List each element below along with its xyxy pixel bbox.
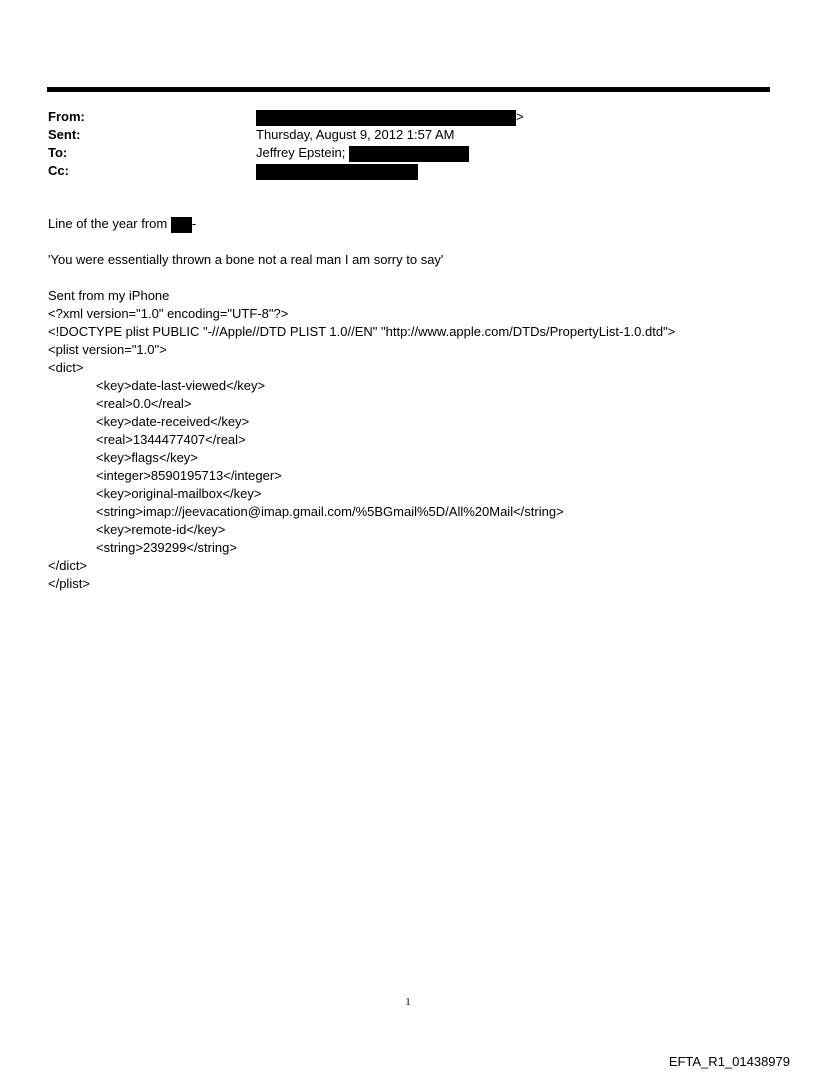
cc-value [256, 162, 418, 180]
to-value [256, 144, 469, 162]
doctype-line: <!DOCTYPE plist PUBLIC "-//Apple//DTD PLIST 1.0//EN" "http://www.apple.com/DTDs/PropertyList-1.0.dtd"> [48, 324, 676, 339]
from-label: From: [48, 109, 85, 124]
dict-line: <string>239299</string> [96, 540, 237, 555]
spacer [48, 269, 788, 287]
dict-line: <key>original-mailbox</key> [96, 486, 262, 501]
dict-open: <dict> [48, 360, 84, 375]
intro-suffix: - [191, 216, 197, 231]
xml-declaration: <?xml version="1.0" encoding="UTF-8"?> [48, 306, 289, 321]
plist-open: <plist version="1.0"> [48, 342, 167, 357]
sent-row [48, 126, 748, 144]
spacer [48, 233, 788, 251]
cc-row [48, 162, 748, 180]
signature-line: Sent from my iPhone [48, 288, 170, 303]
dict-line: <string>imap://jeevacation@imap.gmail.com/%5BGmail%5D/All%20Mail</string> [96, 504, 564, 519]
dict-line: <integer>8590195713</integer> [96, 468, 282, 483]
page-number: 1 [405, 996, 411, 1008]
sent-value: Thursday, August 9, 2012 1:57 AM [256, 127, 455, 142]
dict-close: </dict> [48, 558, 88, 573]
quote-line: 'You were essentially thrown a bone not a real man I am sorry to say' [48, 252, 444, 267]
to-label: To: [48, 145, 68, 160]
redaction-box [171, 217, 192, 233]
to-recipient: Jeffrey Epstein; [256, 145, 346, 160]
from-row [48, 108, 748, 126]
header-rule [47, 87, 770, 92]
email-header [48, 108, 748, 180]
dict-line: <key>flags</key> [96, 450, 198, 465]
cc-label: Cc: [48, 163, 69, 178]
from-value [256, 108, 524, 126]
dict-line: <key>remote-id</key> [96, 522, 226, 537]
body-line-intro [48, 215, 788, 233]
from-value-suffix: > [516, 109, 524, 124]
plist-close: </plist> [48, 576, 90, 591]
email-body [48, 215, 788, 593]
redaction-box [256, 164, 418, 180]
dict-line: <key>date-last-viewed</key> [96, 378, 266, 393]
intro-text: Line of the year from [48, 216, 171, 231]
to-row [48, 144, 748, 162]
dict-line: <key>date-received</key> [96, 414, 250, 429]
bates-number: EFTA_R1_01438979 [668, 1054, 790, 1069]
redaction-box [349, 146, 469, 162]
sent-label: Sent: [48, 127, 81, 142]
redaction-box [256, 110, 516, 126]
dict-line: <real>1344477407</real> [96, 432, 246, 447]
dict-line: <real>0.0</real> [96, 396, 192, 411]
